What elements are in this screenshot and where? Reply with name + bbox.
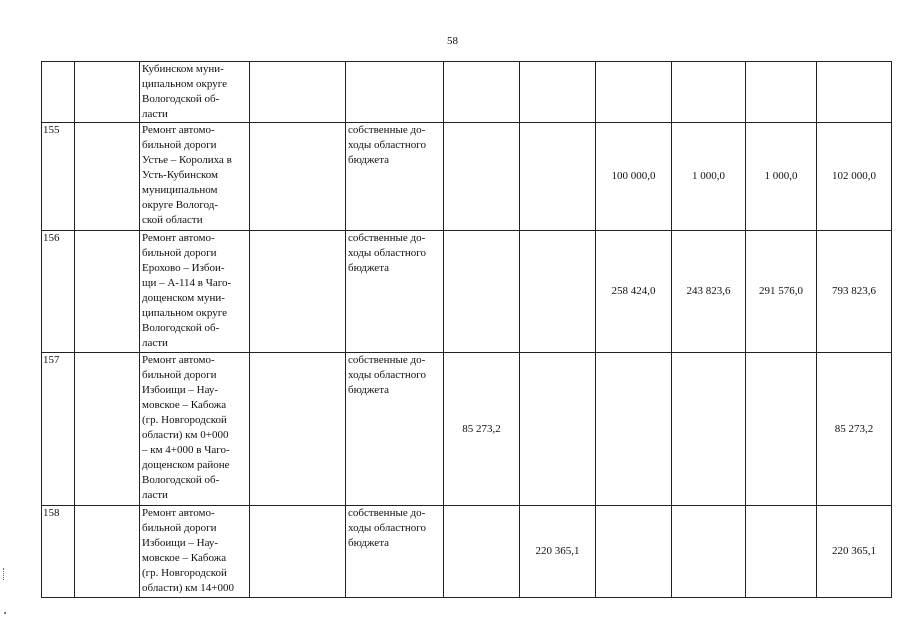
amount-value-cell [596,62,672,123]
row-number-cell: 158 [42,506,75,598]
object-name-cell: Ремонт автомо- бильной дороги Избоищи – Нау- мовское – Кабожа (гр. Новгородской области) км 14+000 [140,506,250,598]
amount-value-cell: 243 823,6 [672,231,746,353]
amount-value-cell [520,231,596,353]
amount-value-cell [444,231,520,353]
amount-value-cell: 258 424,0 [596,231,672,353]
table-row [42,353,892,506]
amount-value-cell [444,62,520,123]
object-name-cell: Ремонт автомо- бильной дороги Избоищи – Нау- мовское – Кабожа (гр. Новгородской области) км 0+000 – км 4+000 в Чаго- дощенском районе Вологодской об- ласти [140,353,250,506]
funding-source-cell [346,62,444,123]
scan-dot-mark [4,612,6,614]
object-name-cell: Ремонт автомо- бильной дороги Ерохово – Избои- щи – А-114 в Чаго- дощенском муни- ципальном округе Вологодской об- ласти [140,231,250,353]
empty-cell [250,123,346,231]
empty-cell [250,231,346,353]
amount-value-cell [520,353,596,506]
table-row [42,231,892,353]
table-row [42,506,892,598]
amount-value-cell [520,62,596,123]
row-number-cell: 157 [42,353,75,506]
table-body [42,62,892,598]
empty-cell [75,62,140,123]
table-row [42,123,892,231]
page-number: 58 [447,35,458,47]
empty-cell [250,62,346,123]
amount-value-cell [746,353,817,506]
amount-value-cell: 100 000,0 [596,123,672,231]
amount-value-cell [746,62,817,123]
amount-value-cell: 291 576,0 [746,231,817,353]
amount-value-cell: 220 365,1 [520,506,596,598]
row-number-cell: 155 [42,123,75,231]
amount-value-cell [596,353,672,506]
amount-value-cell: 1 000,0 [746,123,817,231]
object-name-cell: Ремонт автомо- бильной дороги Устье – Королиха в Усть-Кубинском муниципальном округе Вологод- ской области [140,123,250,231]
funding-source-cell: собственные до- ходы областного бюджета [346,353,444,506]
amount-value-cell [444,123,520,231]
budget-table [41,61,892,598]
object-name-cell: Кубинском муни- ципальном округе Вологодской об- ласти [140,62,250,123]
amount-value-cell: 1 000,0 [672,123,746,231]
amount-value-cell: 85 273,2 [444,353,520,506]
amount-value-cell [672,353,746,506]
amount-value-cell [672,62,746,123]
scan-margin-mark [3,568,7,580]
empty-cell [250,353,346,506]
funding-source-cell: собственные до- ходы областного бюджета [346,506,444,598]
empty-cell [75,353,140,506]
total-value-cell [817,62,892,123]
amount-value-cell [746,506,817,598]
empty-cell [250,506,346,598]
total-value-cell: 220 365,1 [817,506,892,598]
amount-value-cell [596,506,672,598]
amount-value-cell [520,123,596,231]
amount-value-cell [444,506,520,598]
total-value-cell: 85 273,2 [817,353,892,506]
amount-value-cell [672,506,746,598]
row-number-cell [42,62,75,123]
table-row [42,62,892,123]
total-value-cell: 793 823,6 [817,231,892,353]
row-number-cell: 156 [42,231,75,353]
empty-cell [75,231,140,353]
empty-cell [75,123,140,231]
empty-cell [75,506,140,598]
funding-source-cell: собственные до- ходы областного бюджета [346,231,444,353]
total-value-cell: 102 000,0 [817,123,892,231]
funding-source-cell: собственные до- ходы областного бюджета [346,123,444,231]
